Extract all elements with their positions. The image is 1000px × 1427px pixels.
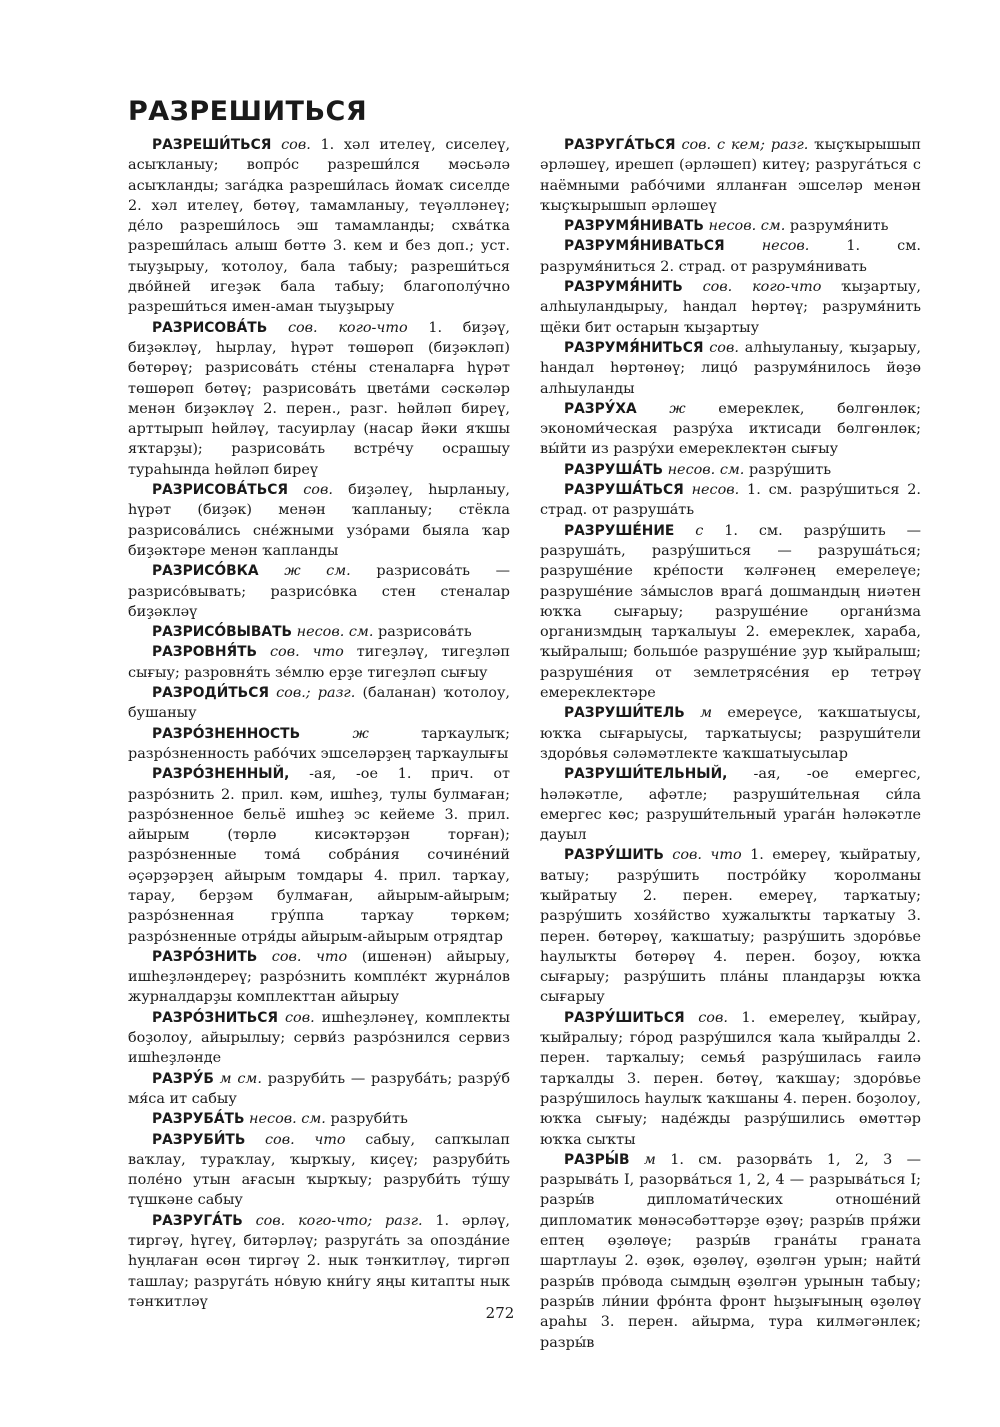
entry-headword: РАЗРО́ЗНИТЬСЯ [152,1009,279,1026]
entry-definition: 1. см. разорва́ть 1, 2, 3 — разрыва́ть I, разорва́ться 1, 2, 4 — разрыва́ться I; разры́в дипломати́ческих отноше́ний дипломатик мөнәсәбәттәрҙе өҙөү; разры́в пря́жи ептең өҙөлөүе; разры́в грана́ты граната шартлауы 2. өҙөк, өҙөлөү, өҙөлгән урын; найти́ разры́в про́вода сымдың өҙөлгән урынын табыу; разры́в ли́нии фро́нта фронт һыҙығының өҙөлөү араһы 3. перен. айырма, тура килмәгәнлек; разры́в [540,1151,921,1351]
entry-headword: РАЗРУША́ТЬ [564,461,663,478]
entry-headword: РАЗРУМЯ́НИВАТЬ [564,218,704,235]
dictionary-entry [540,845,921,1007]
left-column [128,135,510,1312]
entry-headword: РАЗРУШЕ́НИЕ [564,522,675,539]
entry-grammar: сов. с кем; разг. [681,137,809,153]
dictionary-entry [128,1008,510,1069]
dictionary-entry [128,724,510,765]
entry-grammar: ж см. [284,563,351,580]
entry-definition: 1. биҙәү, биҙәкләү, һырлау, һүрәт төшөрөп (биҙәкләп) бөтөрөү; разрисова́ть сте́ны стеналарға һүрәт төшөрөп бөтөү; разрисова́ть цвета́ми сәскәләр менән биҙәкләү 2. перен., разг. һөйләп биреү, арттырып һөйләү, тасуирлау (насар йәки яҡшы яҡтарҙы); разрисова́ть встре́чу осрашыу тураһында һөйләп биреү [128,319,511,478]
entry-definition: 1. хәл ителеү, сиселеү, асыҡланыу; вопро́с разреши́лся мәсьәлә асыҡланды; зага́дка разреши́лась йомаҡ сиселде 2. хәл ителеү, бөтөү, тамамланыу, теүәлләнеү; де́ло разреши́лось эш тамамланды; схва́тка разреши́лась алыш бөттө 3. кем и без доп.; уст. тыуҙырыу, ҡотолоу, бала табыу; разреши́ться дво́йней игеҙәк бала табыу; благополу́чно разреши́ться имен-аман тыуҙырыу [128,137,511,316]
entry-headword: РАЗРУШИ́ТЕЛЬ [564,705,685,722]
dictionary-entry [540,1150,921,1353]
dictionary-entry [128,1109,510,1129]
dictionary-entry [540,460,921,480]
entry-headword: РАЗРУМЯ́НИТЬ [564,279,683,296]
entry-grammar: сов. что [265,1131,346,1148]
entry-definition: 1. емерелеү, ҡыйрау, ҡыйралыу; го́род разру́шился ҡала ҡыйралды 2. перен. тарҡалыу; семья́ разру́шилась ғаилә тарҡалды 3. перен. бөтөү, ҡаҡшау; здоро́вье разру́шилось һаулыҡ ҡаҡшаны 4. перен. боҙолоу, юҡҡа сығыу; наде́жды разру́шились өмөттәр юҡҡа сыҡты [540,1009,922,1148]
entry-grammar: м [643,1151,656,1168]
entry-headword: РАЗРИСО́ВКА [152,563,259,580]
dictionary-entry [128,683,510,724]
entry-headword: РАЗРЕШИ́ТЬСЯ [152,137,272,153]
entry-headword: РАЗРО́ЗНЕННЫЙ, [152,766,290,783]
entry-grammar: несов. см. [708,218,786,235]
dictionary-entry [128,764,510,947]
entry-headword: РАЗРУГА́ТЬ [152,1212,243,1229]
entry-headword: РАЗРУМЯ́НИТЬСЯ [564,339,704,356]
entry-definition: 1. см. разрумя́ниться 2. страд. от разрумя́нивать [540,238,921,275]
dictionary-entry [128,1130,510,1211]
entry-grammar: сов. [284,1009,315,1026]
entry-headword: РАЗРИСО́ВЫВАТЬ [152,624,293,641]
entry-definition: разрумя́нить [789,218,889,235]
entry-definition: 1. см. разру́шить — разруша́ть, разру́шиться — разруша́ться; разруше́ние кре́пости ҡәлғәнең емерелеүе; разруше́ние за́мыслов врага́ дошмандың ниәтен юҡҡа сығарыу; разруше́ние органи́зма организмдың тарҡалыуы 2. емереклек, хараба, ҡыйралыш; большо́е разруше́ние ҙур ҡыйралыш; разруше́ния от землетрясе́ния ер тетрәү емереклектәре [540,522,922,702]
dictionary-entry [128,642,510,683]
entry-grammar: сов.; разг. [276,685,356,702]
entry-headword: РАЗРУГА́ТЬСЯ [564,137,676,153]
entry-grammar: сов. что [269,644,344,661]
entry-headword: РАЗРУ́ШИТЬ [564,847,664,864]
entry-headword: РАЗРУША́ТЬСЯ [564,482,684,499]
entry-grammar: сов. что [672,847,742,864]
entry-grammar: несов. см. [249,1111,326,1128]
dictionary-entry [128,947,510,1008]
dictionary-entry [540,480,921,521]
entry-grammar: ж [669,400,686,417]
entry-headword: РАЗРЫ́В [564,1151,630,1168]
dictionary-entry [128,561,510,622]
entry-definition: тарҡаулыҡ; разро́зненность рабо́чих эшселәрҙең тарҡаулығы [128,725,511,762]
entry-headword: РАЗРОДИ́ТЬСЯ [152,685,269,702]
dictionary-entry [540,135,921,216]
entry-grammar: сов. [698,1009,728,1026]
dictionary-entry [128,135,510,318]
entry-grammar: м [700,705,712,722]
dictionary-entry [540,764,921,845]
entry-headword: РАЗРО́ЗНИТЬ [152,948,258,965]
entry-headword: РАЗРУ́Б [152,1070,214,1087]
dictionary-entry [128,1069,510,1110]
dictionary-entry [540,277,921,338]
entry-grammar: несов. [691,482,740,499]
entry-definition: -ая, -ое емергес, һәләкәтле, афәтле; разруши́тельная си́ла емергес көс; разруши́тельный урага́н һәләкәтле дауыл [540,766,921,844]
entry-headword: РАЗРУБИ́ТЬ [152,1131,246,1148]
dictionary-entry [540,399,921,460]
entry-definition: разрисова́ть — разрисо́вывать; разрисо́вка стен стеналар биҙәкләү [128,563,511,620]
entry-grammar: сов. [281,137,311,153]
dictionary-entry [128,1211,510,1312]
entry-definition: сабыу, сапҡылап ваҡлау, тураҡлау, ҡырҡыу, киҫеү; разруби́ть поле́но утын ағасын ҡырҡыу; разруби́ть ту́шу түшкәне сабыу [128,1131,511,1209]
entry-grammar: несов. см. [667,461,745,478]
entry-grammar: ж [352,725,369,742]
right-column [540,135,921,1353]
entry-definition: тигеҙләү, тигеҙләп сығыу; разровня́ть зе́млю ерҙе тигеҙләп сығыу [128,644,511,681]
entry-grammar: несов. [761,238,810,255]
dictionary-entry [128,622,510,642]
entry-grammar: несов. см. [296,624,374,641]
entry-headword: РАЗРУБА́ТЬ [152,1111,245,1128]
entry-definition: ҡыҫҡырышып әрләшеү, ирешеп (әрләшеп) китеү; разруга́ться с наёмными рабо́чими ялланған эшселәр менән ҡыҫҡырышып әрләшеү [540,137,921,214]
entry-grammar: сов. кого-что [702,279,822,296]
entry-headword: РАЗРУМЯ́НИВАТЬСЯ [564,238,725,255]
entry-grammar: сов. что [271,948,348,965]
entry-headword: РАЗРУ́ХА [564,400,637,417]
entry-definition: емереклек, бөлгөнлөк; экономи́ческая разру́ха иҡтисади бөлгөнлөк; вы́йти из разру́хи емереклектән сығыу [540,400,922,458]
entry-definition: (баланан) ҡотолоу, бушаныу [128,685,510,722]
entry-grammar: сов. кого-что [287,319,408,336]
entry-headword: РАЗРО́ЗНЕННОСТЬ [152,725,301,742]
page-number: 272 [485,1304,515,1322]
entry-definition: разрисова́ть [378,624,472,641]
entry-headword: РАЗРИСОВА́ТЬСЯ [152,482,288,499]
entry-definition: ҡыҙартыу, алһыуландырыу, һандал һөртөү; разрумя́нить щёки бит остарын ҡыҙартыу [540,279,921,336]
entry-headword: РАЗРОВНЯ́ТЬ [152,644,258,661]
entry-definition: (ишенән) айырыу, ишһеҙләндереү; разро́знить компле́кт журна́лов журналдарҙы комплекттан айырыу [128,948,511,1006]
entry-headword: РАЗРИСОВА́ТЬ [152,319,268,336]
entry-definition: 1. әрләү, тиргәү, һүгеү, битәрләү; разруга́ть за опозда́ние һуңлаған өсөн тиргәү 2. нык тәнҡитләү, тиргәп ташлау; разруга́ть но́вую кни́гу яңы китапты нык тәнҡитләү [128,1212,511,1310]
dictionary-entry [128,480,510,561]
entry-grammar: сов. [709,339,739,356]
entry-grammar: с [695,522,704,539]
dictionary-entry [540,703,921,764]
entry-definition: 1. см. разру́шиться 2. страд. от разруша́ть [540,482,921,519]
dictionary-entry [540,216,921,236]
entry-grammar: сов. кого-что; разг. [255,1212,423,1229]
dictionary-entry [128,318,510,480]
entry-definition: емереүсе, ҡаҡшатыусы, юҡҡа сығарыусы, тарҡатыусы; разруши́тели здоро́вья сәләмәтлекте ҡаҡшатыусылар [540,705,921,762]
entry-definition: разру́шить [748,461,832,478]
entry-definition: разруби́ть [330,1111,408,1128]
entry-headword: РАЗРУ́ШИТЬСЯ [564,1009,685,1026]
dictionary-entry [540,338,921,399]
entry-definition: ишһеҙләнеү, комплекты боҙолоу, айырылыу; серви́з разро́знился сервиз ишһеҙләнде [128,1009,511,1067]
entry-definition: алһыуланыу, ҡыҙарыу, һандал һөртөнөү; лицо́ разрумя́нилось йөҙө алһыуланды [540,339,921,397]
entry-headword: РАЗРУШИ́ТЕЛЬНЫЙ, [564,766,728,783]
entry-definition: разруби́ть — разруба́ть; разру́б мя́са ит сабыу [128,1070,510,1107]
entry-definition: биҙәлеү, һырланыу, һүрәт (биҙәк) менән ҡапланыу; стёкла разрисова́лись сне́жными узо́рами быяла ҡар биҙәктәре менән ҡапланды [128,482,511,559]
page-header: РАЗРЕШИТЬСЯ [128,96,368,127]
entry-grammar: м см. [219,1070,262,1087]
dictionary-entry [540,236,921,277]
dictionary-entry [540,1008,921,1150]
entry-definition: -ая, -ое 1. прич. от разро́знить 2. прил. кәм, ишһеҙ, тулы булмаған; разро́зненное бельё ишһеҙ эс кейеме 3. прил. айырым (төрлө кисәктәрҙән торған); разро́зненные тома́ собра́ния сочине́ний әҫәрҙәрҙең айырым томдары 4. прил. тарҡау, тарау, берҙәм булмаған, айырым-айырым; разро́зненная гру́ппа тарҡау төркөм; разро́зненные отря́ды айырым-айырым отрядтар [128,766,510,945]
entry-definition: 1. емереү, ҡыйратыу, ватыу; разру́шить постро́йку ҡоролманы ҡыйратыу 2. перен. емереү, тарҡатыу; разру́шить хозя́йство хужалыҡты тарҡатыу 3. перен. бөтөрөү, ҡаҡшатыу; разру́шить здоро́вье һаулыҡты бөтөрөү 4. перен. боҙоу, юҡҡа сығарыу; разру́шить пла́ны пландарҙы юҡҡа сығарыу [540,847,921,1006]
entry-grammar: сов. [303,482,333,499]
dictionary-entry [540,521,921,704]
